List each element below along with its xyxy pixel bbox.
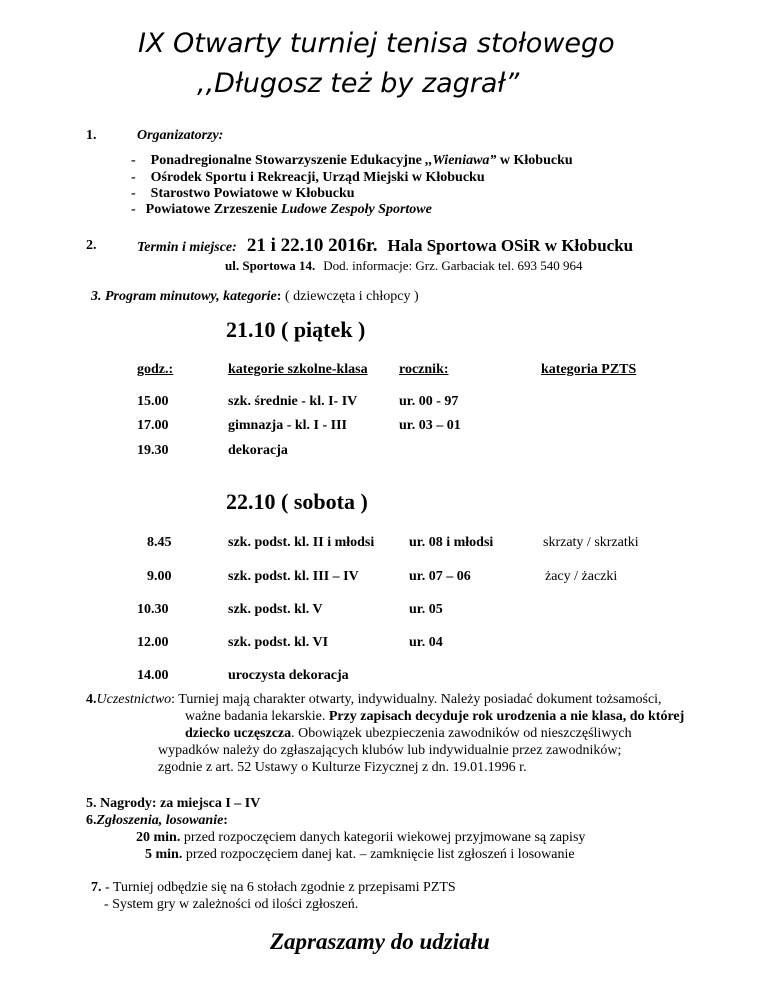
day1-row-3-time: 19.30 bbox=[137, 443, 169, 458]
day2-row-4-category: szk. podst. kl. VI bbox=[228, 635, 329, 650]
day1-row-1-time: 15.00 bbox=[137, 394, 169, 409]
participation-line-5: zgodnie z art. 52 Ustawy o Kulturze Fizycznej z dn. 19.01.1996 r. bbox=[158, 760, 527, 775]
section-2-number: 2. bbox=[86, 238, 97, 253]
day2-row-1-time: 8.45 bbox=[147, 535, 172, 550]
day2-row-4-time: 12.00 bbox=[137, 635, 169, 650]
section-1-number: 1. bbox=[86, 128, 97, 143]
program-heading: 3. Program minutowy, kategorie: ( dziewczęta i chłopcy ) bbox=[91, 289, 419, 304]
header-year: rocznik: bbox=[399, 362, 449, 377]
organizer-3: - Starostwo Powiatowe w Kłobucku bbox=[131, 186, 355, 201]
day1-row-2-year: ur. 03 – 01 bbox=[399, 418, 461, 433]
day2-row-1-pzts: skrzaty / skrzatki bbox=[543, 535, 639, 550]
day2-row-3-category: szk. podst. kl. V bbox=[228, 602, 323, 617]
participation-line-4: wypadków należy do zgłaszających klubów lub indywidualnie przez zawodników; bbox=[158, 743, 622, 758]
day2-row-2-time: 9.00 bbox=[147, 569, 172, 584]
organizer-4: - Powiatowe Zrzeszenie Ludowe Zespoły Sportowe bbox=[131, 202, 432, 217]
rules-line-1: 7. - Turniej odbędzie się na 6 stołach zgodnie z przepisami PZTS bbox=[91, 880, 456, 895]
rules-line-2: - System gry w zależności od ilości zgłoszeń. bbox=[104, 897, 359, 912]
day2-row-1-category: szk. podst. kl. II i młodsi bbox=[228, 535, 375, 550]
organizers-heading: Organizatorzy: bbox=[137, 128, 224, 143]
awards-line: 5. Nagrody: za miejsca I – IV bbox=[86, 796, 261, 811]
day-1-heading: 21.10 ( piątek ) bbox=[226, 317, 366, 342]
day1-row-2-time: 17.00 bbox=[137, 418, 169, 433]
day1-row-2-category: gimnazja - kl. I - III bbox=[228, 418, 348, 433]
title-line-2: ,,Długosz też by zagrał” bbox=[197, 68, 520, 99]
participation-line-2: ważne badania lekarskie. Przy zapisach decyduje rok urodzenia a nie klasa, do której bbox=[185, 709, 685, 724]
address-line: ul. Sportowa 14. Dod. informacje: Grz. Garbaciak tel. 693 540 964 bbox=[225, 258, 583, 273]
header-category: kategorie szkolne-klasa bbox=[228, 362, 368, 377]
day1-row-1-category: szk. średnie - kl. I- IV bbox=[228, 394, 358, 409]
day2-row-3-time: 10.30 bbox=[137, 602, 169, 617]
day2-row-2-year: ur. 07 – 06 bbox=[409, 569, 471, 584]
title-line-1: IX Otwarty turniej tenisa stołowego bbox=[138, 28, 615, 59]
day1-row-3-category: dekoracja bbox=[228, 443, 288, 458]
day2-row-4-year: ur. 04 bbox=[409, 635, 443, 650]
registration-line-1: 20 min. przed rozpoczęciem danych kategorii wiekowej przyjmowane są zapisy bbox=[136, 830, 586, 845]
day2-row-5-time: 14.00 bbox=[137, 668, 169, 683]
organizer-1: - Ponadregionalne Stowarzyszenie Edukacyjne ,,Wieniawa” w Kłobucku bbox=[131, 153, 573, 168]
header-pzts: kategoria PZTS bbox=[541, 362, 637, 377]
participation-line-1: 4.Uczestnictwo: Turniej mają charakter otwarty, indywidualny. Należy posiadać dokument tożsamości, bbox=[86, 692, 662, 707]
day1-row-1-year: ur. 00 - 97 bbox=[399, 394, 459, 409]
header-time: godz.: bbox=[137, 362, 174, 377]
day-2-heading: 22.10 ( sobota ) bbox=[226, 489, 368, 514]
participation-line-3: dziecko uczęszcza. Obowiązek ubezpieczenia zawodników od nieszczęśliwych bbox=[185, 726, 632, 741]
day2-row-1-year: ur. 08 i młodsi bbox=[409, 535, 494, 550]
registration-line-2: 5 min. przed rozpoczęciem danej kat. – zamknięcie list zgłoszeń i losowanie bbox=[145, 847, 575, 862]
day2-row-5-category: uroczysta dekoracja bbox=[228, 668, 349, 683]
day2-row-2-category: szk. podst. kl. III – IV bbox=[228, 569, 359, 584]
day2-row-2-pzts: żacy / żaczki bbox=[545, 569, 618, 584]
closing-invitation: Zapraszamy do udziału bbox=[270, 929, 490, 954]
organizer-2: - Ośrodek Sportu i Rekreacji, Urząd Miejski w Kłobucku bbox=[131, 170, 485, 185]
registration-heading: 6.Zgłoszenia, losowanie: bbox=[86, 813, 228, 828]
dates-venue-line: Termin i miejsce: 21 i 22.10 2016r. Hala Sportowa OSiR w Kłobucku bbox=[137, 235, 634, 256]
day2-row-3-year: ur. 05 bbox=[409, 602, 443, 617]
